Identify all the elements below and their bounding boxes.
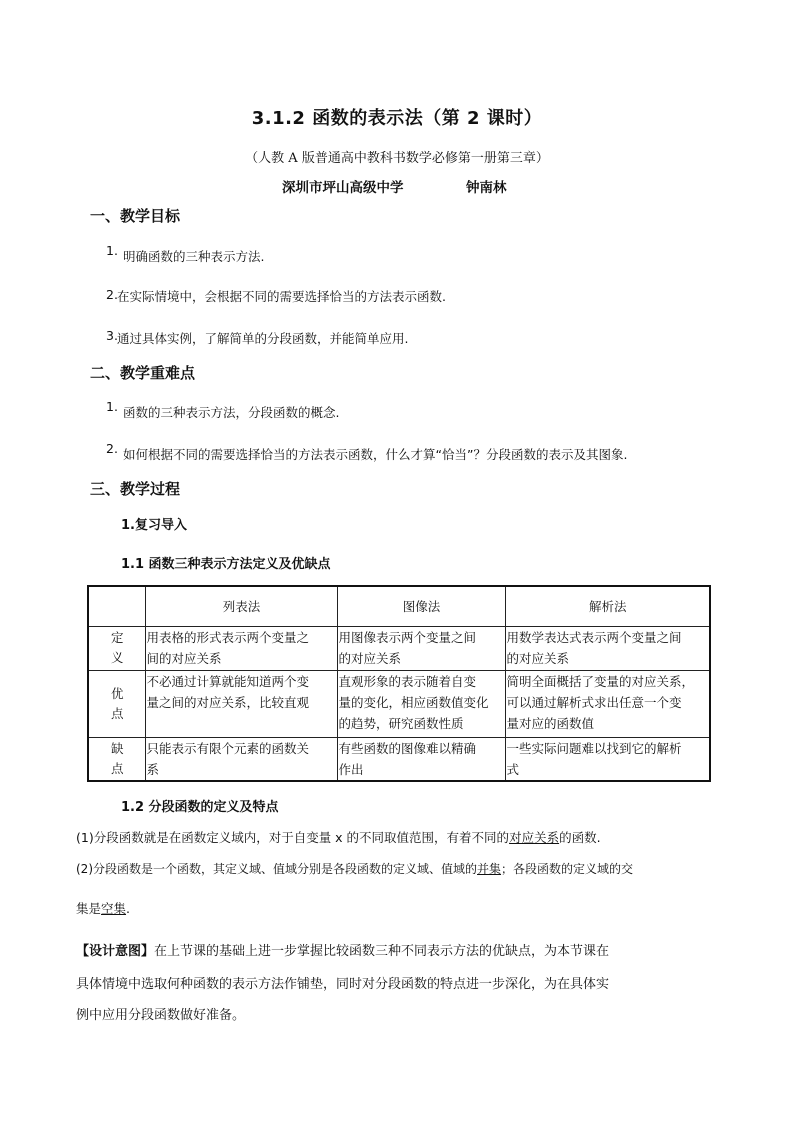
cell-graph-disadvantages: 有些函数的图像难以精确 作出 xyxy=(337,737,505,781)
design-intent-line-1: 【设计意图】在上节课的基础上进一步掌握比较函数三种不同表示方法的优缺点，为本节课在 xyxy=(76,944,610,959)
cell-analytic-definition: 用数学表达式表示两个变量之间 的对应关系 xyxy=(505,626,710,670)
header-table-method: 列表法 xyxy=(145,586,337,626)
author-name: 钟南林 xyxy=(466,180,507,196)
section1-heading: 一、教学目标 xyxy=(90,207,181,225)
row-label-advantages: 优 点 xyxy=(88,670,145,737)
row-label-definition: 定 义 xyxy=(88,626,145,670)
methods-comparison-table xyxy=(87,585,711,782)
school-name: 深圳市坪山高级中学 xyxy=(282,180,404,196)
table-corner-cell xyxy=(88,586,145,626)
table-row-advantages xyxy=(88,670,710,737)
design-intent-line-2: 具体情境中选取何种函数的表示方法作铺垫，同时对分段函数的特点进一步深化，为在具体实 xyxy=(76,977,610,992)
section1-item2-number: 2. xyxy=(106,287,118,302)
section1-item1-text: 明确函数的三种表示方法. xyxy=(123,249,265,264)
section2-item1-number: 1. xyxy=(106,399,118,414)
table-row-disadvantages xyxy=(88,737,710,781)
cell-table-definition: 用表格的形式表示两个变量之 间的对应关系 xyxy=(145,626,337,670)
section2-heading: 二、教学重难点 xyxy=(90,364,196,382)
cell-graph-definition: 用图像表示两个变量之间 的对应关系 xyxy=(337,626,505,670)
header-graph-method: 图像法 xyxy=(337,586,505,626)
design-intent-label: 【设计意图】 xyxy=(76,944,155,959)
cell-analytic-advantages: 简明全面概括了变量的对应关系， 可以通过解析式求出任意一个变 量对应的函数值 xyxy=(505,670,710,737)
row-label-disadvantages: 缺 点 xyxy=(88,737,145,781)
cell-graph-advantages: 直观形象的表示随着自变 量的变化，相应函数值变化 的趋势，研究函数性质 xyxy=(337,670,505,737)
cell-table-advantages: 不必通过计算就能知道两个变 量之间的对应关系，比较直观 xyxy=(145,670,337,737)
section3-heading: 三、教学过程 xyxy=(90,480,181,498)
piecewise-paragraph-1: (1)分段函数就是在函数定义域内，对于自变量 x 的不同取值范围，有着不同的对应关系的函数. xyxy=(76,830,601,845)
section1-item3-number: 3. xyxy=(106,328,118,343)
section2-item2-number: 2. xyxy=(106,441,118,456)
table-row-definition xyxy=(88,626,710,670)
section2-item2-text: 如何根据不同的需要选择恰当的方法表示函数，什么才算“恰当”？分段函数的表示及其图象. xyxy=(123,447,628,462)
subsection-review: 1.复习导入 xyxy=(121,518,187,533)
piecewise-paragraph-2: (2)分段函数是一个函数，其定义域、值域分别是各段函数的定义域、值域的并集；各段函数的定义域的交 xyxy=(76,862,634,876)
document-subtitle: （人教 A 版普通高中教科书数学必修第一册第三章） xyxy=(245,151,549,166)
cell-analytic-disadvantages: 一些实际问题难以找到它的解析 式 xyxy=(505,737,710,781)
subsection-three-methods: 1.1 函数三种表示方法定义及优缺点 xyxy=(121,557,331,572)
design-intent-line-3: 例中应用分段函数做好准备。 xyxy=(76,1008,246,1023)
section2-item1-text: 函数的三种表示方法，分段函数的概念. xyxy=(123,405,340,420)
subsection-piecewise: 1.2 分段函数的定义及特点 xyxy=(121,800,279,815)
piecewise-paragraph-3: 集是空集. xyxy=(76,901,131,916)
section1-item2-text: 在实际情境中，会根据不同的需要选择恰当的方法表示函数. xyxy=(117,289,446,304)
document-title: 3.1.2 函数的表示法（第 2 课时） xyxy=(251,108,543,129)
cell-table-disadvantages: 只能表示有限个元素的函数关 系 xyxy=(145,737,337,781)
section1-item1-number: 1. xyxy=(106,243,118,258)
section1-item3-text: 通过具体实例，了解简单的分段函数，并能简单应用. xyxy=(117,331,409,346)
header-analytic-method: 解析法 xyxy=(505,586,710,626)
